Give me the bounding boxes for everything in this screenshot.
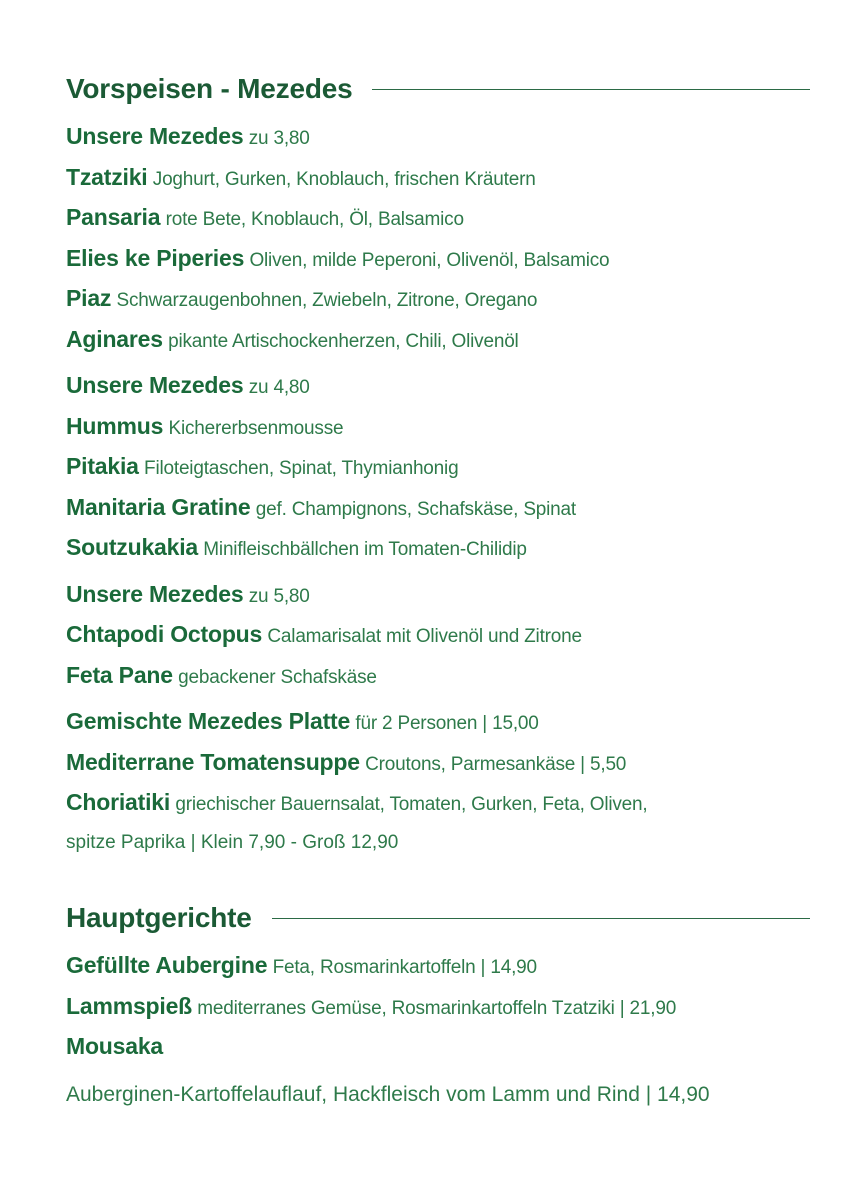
menu-item-desc: pikante Artischockenherzen, Chili, Olivenöl <box>168 330 519 352</box>
menu-item-name: Aginares <box>66 325 163 352</box>
menu-item-desc: gebackener Schafskäse <box>178 666 377 688</box>
section-header-hauptgerichte <box>66 897 810 939</box>
menu-item-desc: Croutons, Parmesankäse | 5,50 <box>365 753 627 775</box>
menu-item <box>66 319 810 360</box>
section-divider <box>372 89 810 90</box>
menu-item <box>66 527 810 568</box>
menu-item <box>66 406 810 447</box>
menu-item <box>66 614 810 655</box>
menu-item-desc: gef. Champignons, Schafskäse, Spinat <box>255 498 576 520</box>
menu-page <box>66 68 810 1115</box>
section-divider <box>272 918 810 919</box>
menu-item-desc: Filoteigtaschen, Spinat, Thymianhonig <box>144 458 459 479</box>
menu-item-desc: Calamarisalat mit Olivenöl und Zitrone <box>267 626 582 647</box>
menu-item <box>66 446 810 487</box>
menu-item-name: Mousaka <box>66 1033 164 1059</box>
menu-item-name: Mediterrane Tomatensuppe <box>66 748 360 775</box>
menu-item-name: Soutzukakia <box>66 534 199 560</box>
menu-item <box>66 782 810 823</box>
menu-item <box>66 945 810 986</box>
menu-item-name: Unsere Mezedes <box>66 123 244 149</box>
menu-item-name: Pitakia <box>66 453 139 479</box>
section-title: Vorspeisen - Mezedes <box>66 73 353 104</box>
menu-item <box>66 574 810 615</box>
menu-item-desc: zu 4,80 <box>248 377 310 398</box>
menu-group <box>66 574 810 696</box>
menu-item-name: Chtapodi Octopus <box>66 621 263 647</box>
menu-item-name: Lammspieß <box>66 992 193 1019</box>
menu-item-desc: Schwarzaugenbohnen, Zwiebeln, Zitrone, Oregano <box>116 290 538 311</box>
menu-item-name: Hummus <box>66 412 164 439</box>
menu-item-name: Feta Pane <box>66 661 173 688</box>
menu-item-name: Unsere Mezedes <box>66 580 244 607</box>
menu-item-desc: Minifleischbällchen im Tomaten-Chilidip <box>203 539 527 560</box>
section-header-vorspeisen <box>66 68 810 110</box>
menu-item-continuation: spitze Paprika | Klein 7,90 - Groß 12,90 <box>66 831 399 853</box>
menu-item-desc: zu 3,80 <box>248 128 310 149</box>
menu-item-desc: Oliven, milde Peperoni, Olivenöl, Balsamico <box>249 249 610 271</box>
menu-item-name: Gemischte Mezedes Platte <box>66 708 351 734</box>
menu-item <box>66 655 810 696</box>
menu-item <box>66 986 810 1027</box>
menu-group <box>66 701 810 863</box>
menu-item-desc: Joghurt, Gurken, Knoblauch, frischen Kräutern <box>152 168 536 190</box>
menu-item-name: Piaz <box>66 285 112 311</box>
menu-item <box>66 238 810 279</box>
menu-item <box>66 1026 810 1067</box>
menu-item <box>66 157 810 198</box>
menu-item <box>66 278 810 319</box>
menu-item <box>66 365 810 406</box>
menu-item-desc: Kichererbsenmousse <box>168 417 344 439</box>
menu-item-desc: Feta, Rosmarinkartoffeln | 14,90 <box>272 957 537 978</box>
menu-item-desc: mediterranes Gemüse, Rosmarinkartoffeln Tzatziki | 21,90 <box>197 997 677 1019</box>
menu-item-name: Tzatziki <box>66 163 148 190</box>
section-spacer <box>66 863 810 897</box>
menu-item <box>66 701 810 742</box>
menu-item-name: Unsere Mezedes <box>66 372 244 398</box>
menu-item-desc: zu 5,80 <box>248 585 310 607</box>
menu-item-desc: griechischer Bauernsalat, Tomaten, Gurken, Feta, Oliven, <box>175 794 648 815</box>
menu-item-name: Elies ke Piperies <box>66 244 245 271</box>
section-title: Hauptgerichte <box>66 902 252 933</box>
menu-item <box>66 116 810 157</box>
menu-item-name: Choriatiki <box>66 789 171 815</box>
menu-item <box>66 487 810 528</box>
menu-item-continuation: Auberginen-Kartoffelauflauf, Hackfleisch vom Lamm und Rind | 14,90 <box>66 1082 710 1106</box>
menu-item-desc: für 2 Personen | 15,00 <box>355 713 539 734</box>
menu-group <box>66 116 810 359</box>
menu-item-desc: rote Bete, Knoblauch, Öl, Balsamico <box>165 209 464 230</box>
menu-item-name: Pansaria <box>66 204 161 230</box>
menu-group <box>66 945 810 1115</box>
menu-group <box>66 365 810 568</box>
menu-item-name: Manitaria Gratine <box>66 493 251 520</box>
menu-item <box>66 197 810 238</box>
menu-item <box>66 742 810 783</box>
menu-item-name: Gefüllte Aubergine <box>66 952 268 978</box>
